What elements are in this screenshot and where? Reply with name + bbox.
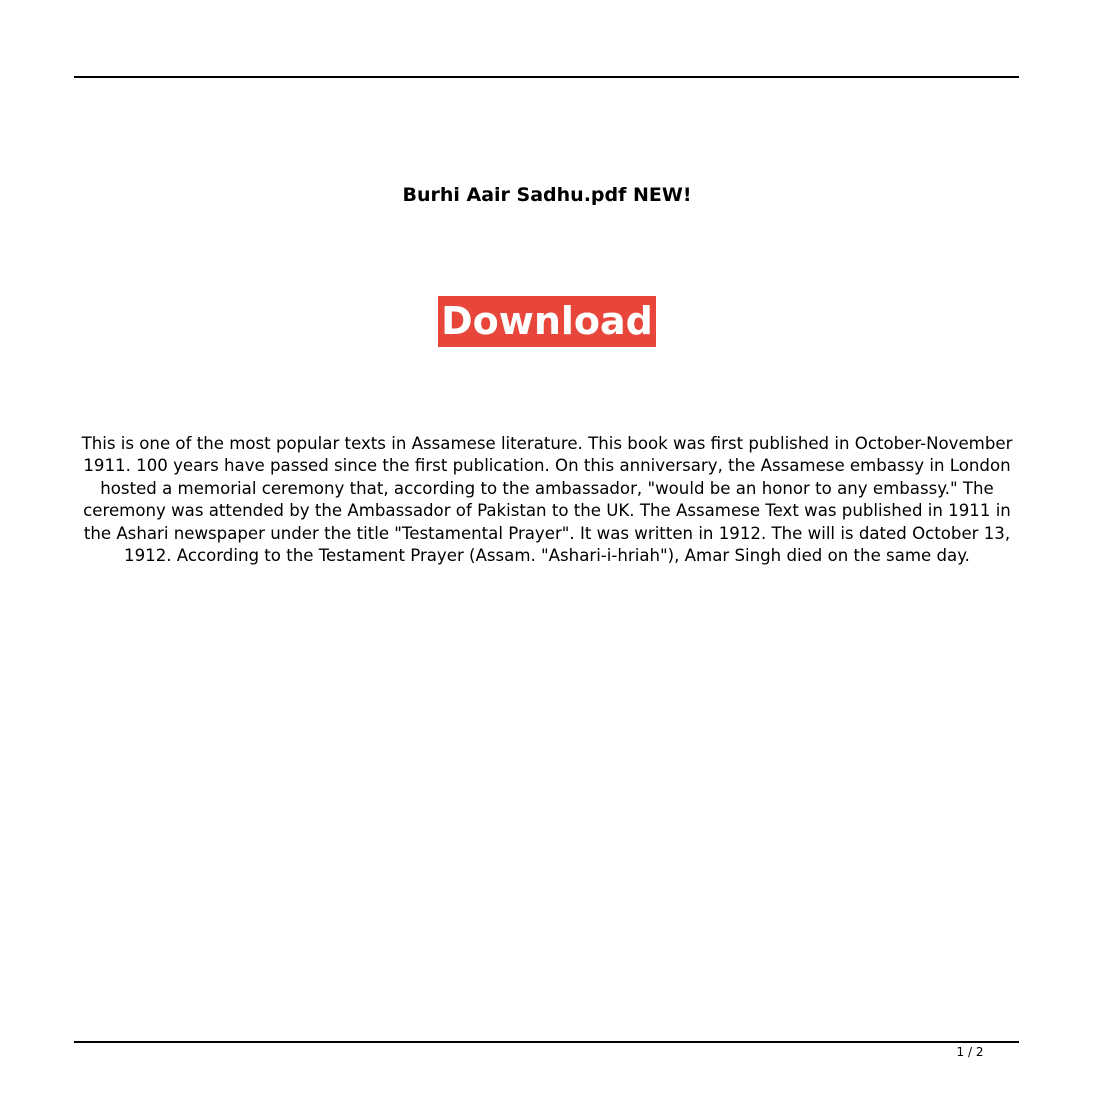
page-number: 1 / 2 <box>956 1045 984 1059</box>
body-paragraph: This is one of the most popular texts in Assamese literature. This book was first published in October-November 1911. 100 years have passed since the first publication. On this anniversary, the Assamese embassy in London hosted a memorial ceremony that, according to the ambassador, "would be an honor to any embassy." The ceremony was attended by the Ambassador of Pakistan to the UK. The Assamese Text was published in 1911 in the Ashari newspaper under the title "Testamental Prayer". It was written in 1912. The will is dated October 13, 1912. According to the Testament Prayer (Assam. "Ashari-i-hriah"), Amar Singh died on the same day. <box>81 434 1013 566</box>
download-container <box>0 296 1094 347</box>
bottom-rule <box>74 1041 1019 1043</box>
document-title: Burhi Aair Sadhu.pdf NEW! <box>402 184 692 206</box>
download-button[interactable]: Download <box>438 296 656 347</box>
top-rule <box>74 76 1019 78</box>
